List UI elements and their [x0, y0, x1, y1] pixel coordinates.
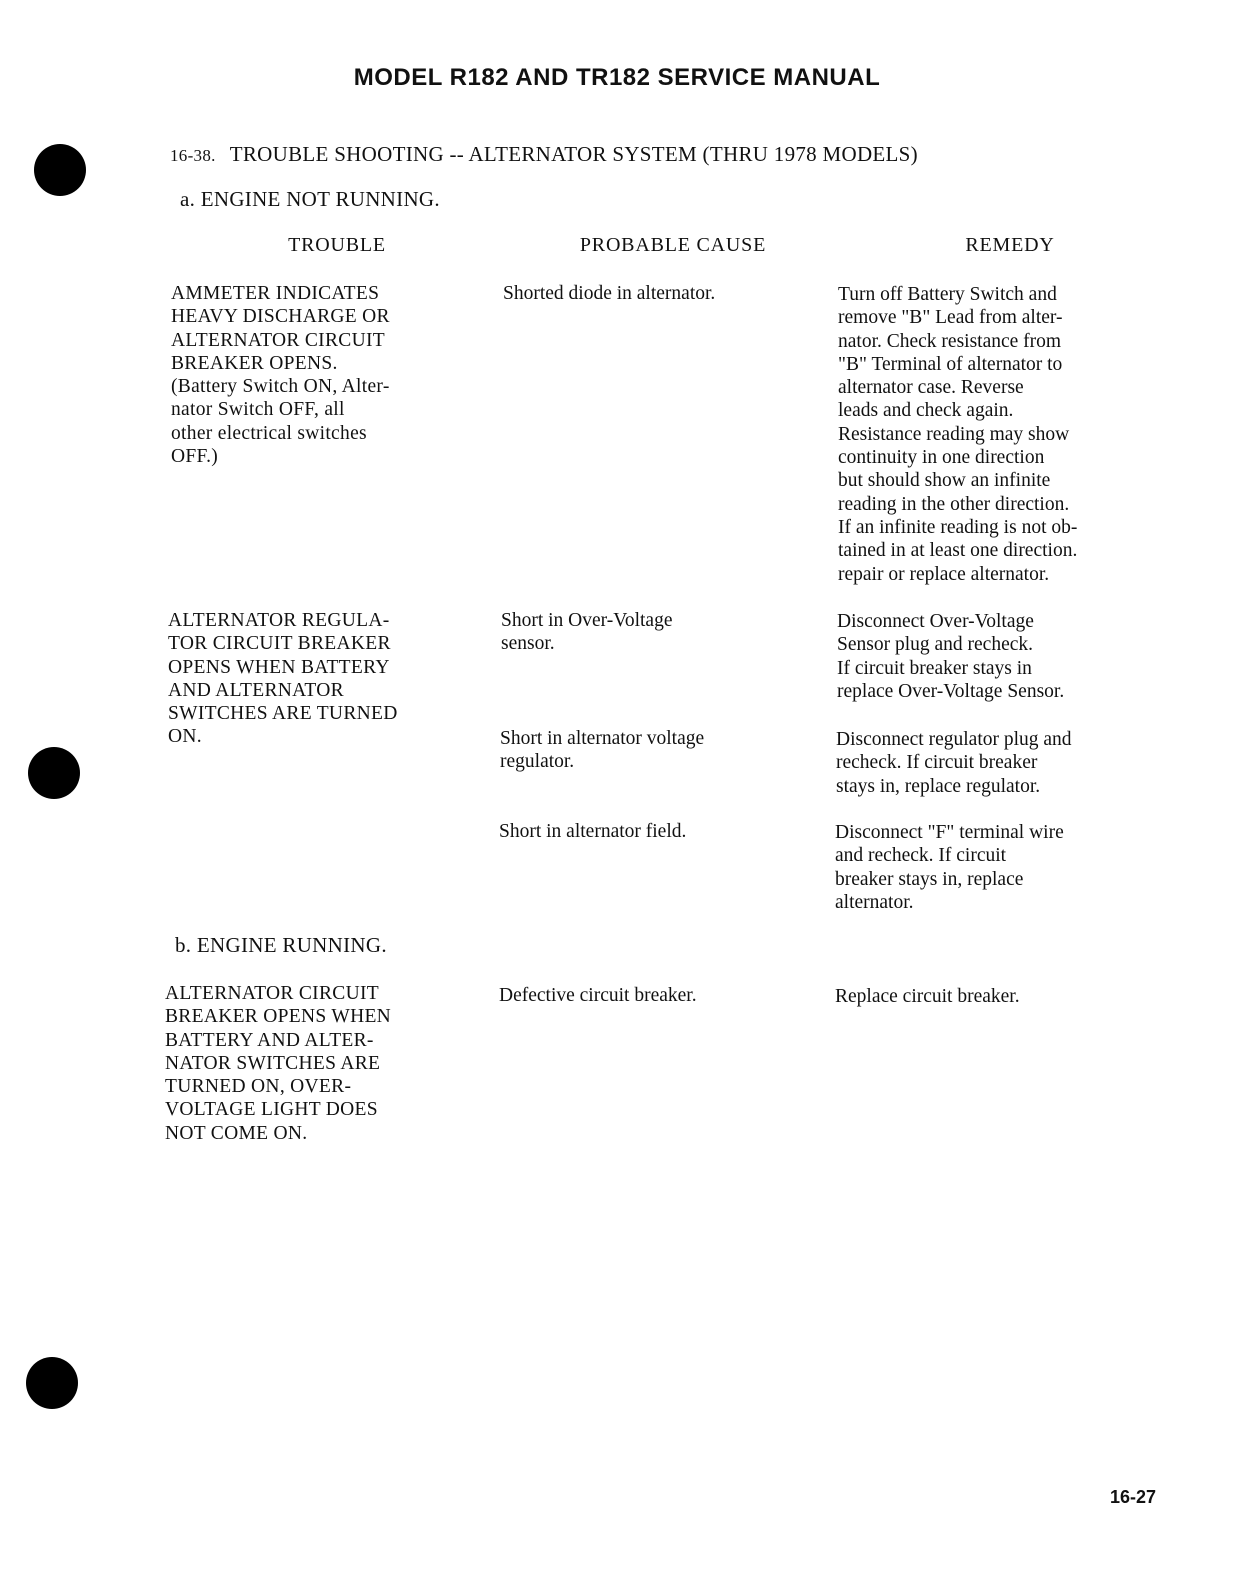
remedy-cell: Disconnect "F" terminal wire and recheck. If circuit breaker stays in, replace alternator. [835, 822, 1064, 913]
page-title: MODEL R182 AND TR182 SERVICE MANUAL [353, 64, 881, 91]
column-header-trouble: TROUBLE [288, 234, 386, 256]
remedy-cell: Replace circuit breaker. [835, 986, 1020, 1007]
cause-cell: Short in alternator field. [499, 821, 687, 842]
page-number: 16-27 [1110, 1487, 1157, 1507]
section-title: TROUBLE SHOOTING -- ALTERNATOR SYSTEM (THRU 1978 MODELS) [229, 142, 918, 166]
column-header-probable-cause: PROBABLE CAUSE [579, 234, 767, 256]
section-heading [170, 142, 918, 167]
subsection-a-label: a. ENGINE NOT RUNNING. [180, 187, 440, 211]
trouble-cell: AMMETER INDICATES HEAVY DISCHARGE OR ALTERNATOR CIRCUIT BREAKER OPENS. (Battery Switch ON, Alter- nator Switch OFF, all other electrical switches OFF.) [171, 283, 390, 468]
trouble-cell: ALTERNATOR CIRCUIT BREAKER OPENS WHEN BATTERY AND ALTER- NATOR SWITCHES ARE TURNED ON, OVER- VOLTAGE LIGHT DOES NOT COME ON. [165, 983, 392, 1144]
binder-hole-icon [28, 747, 80, 799]
remedy-cell: Disconnect regulator plug and recheck. If circuit breaker stays in, replace regulator. [836, 729, 1072, 797]
cause-cell: Short in alternator voltage regulator. [500, 728, 705, 773]
section-number: 16-38. [170, 146, 216, 165]
binder-hole-icon [34, 144, 86, 196]
cause-cell: Shorted diode in alternator. [503, 283, 716, 304]
remedy-cell: Disconnect Over-Voltage Sensor plug and recheck. If circuit breaker stays in replace Over-Voltage Sensor. [837, 611, 1065, 702]
cause-cell: Defective circuit breaker. [499, 985, 697, 1006]
subsection-b-label: b. ENGINE RUNNING. [175, 933, 387, 957]
binder-hole-icon [26, 1357, 78, 1409]
remedy-cell: Turn off Battery Switch and remove "B" Lead from alter- nator. Check resistance from "B" Terminal of alternator to alternator case. Reverse leads and check again. Resistance reading may show continuity in one direction but should show an infinite reading in the other direction. If an infinite reading is not ob- tained in at least one direction. repair or replace alternator. [838, 284, 1078, 585]
column-header-remedy: REMEDY [965, 234, 1055, 256]
trouble-cell: ALTERNATOR REGULA- TOR CIRCUIT BREAKER OPENS WHEN BATTERY AND ALTERNATOR SWITCHES ARE TURNED ON. [168, 610, 398, 748]
cause-cell: Short in Over-Voltage sensor. [501, 610, 673, 655]
